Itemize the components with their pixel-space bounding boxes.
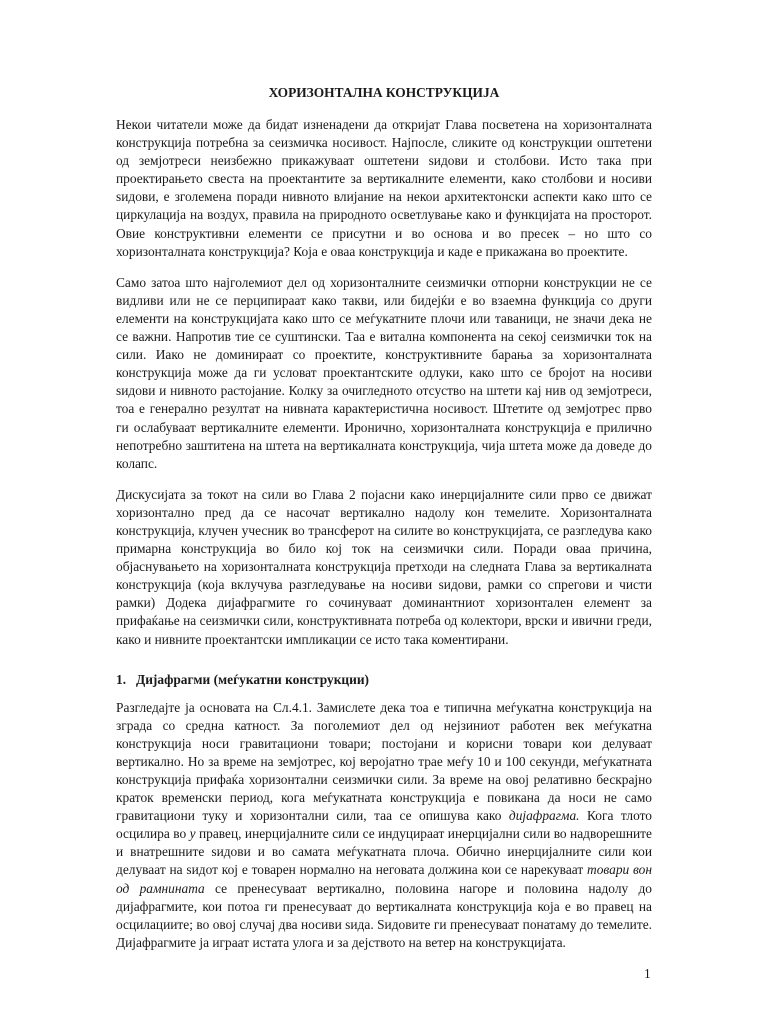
paragraph-diaphragms xyxy=(116,699,652,952)
italic-term-direction-y: y xyxy=(189,826,196,842)
paragraph-diaphragms-text-2: Кога тлото осцилира во xyxy=(116,808,652,842)
paragraph-horizontal-structure: Само затоа што најголемиот дел од хоризонталните сеизмички отпорни конструкции не се видливи или не се перципираат како такви, или бидејќи е во взаемна функција со други елементи на конструкцијата како што се меѓукатните плочи или таваници, не значи дека не се важни. Напротив тие се суштински. Таа е витална компонента на секој сеизмички ток на сили. Иако не доминираат со проектите, конструктивните барања за хоризонталната конструкција може да ги условат проектантските одлуки, како што се бројот на носиви ѕидови и нивното растојание. Колку за очигледното отсуство на штети кај нив од земјотреси, тоа е генерално резултат на нивната карактеристична носивост. Штетите од земјотрес прво ги ослабуваат вертикалните елементи. Иронично, хоризонталната конструкција е прилично непотребно заштитена на штета на вертикалната конструкција, чија штета може да доведе до колапс. xyxy=(116,274,652,471)
section-title: Дијафрагми (меѓукатни конструкции) xyxy=(136,671,370,687)
section-number: 1. xyxy=(116,671,127,687)
section-heading xyxy=(116,671,652,689)
paragraph-force-flow: Дискусијата за токот на сили во Глава 2 појасни како инерцијалните сили прво се движат хоризонтално пред да се насочат вертикално надолу кон темелите. Хоризонталната конструкција, клучен учесник во трансферот на силите во конструкцијата, се разгледува како примарна конструкција во било кој ток на сеизмички сили. Поради оваа причина, објаснувањето на хоризонталната конструкција претходи на следната Глава за вертикалната конструкција (која вклучува разгледување на носиви ѕидови, рамки со спрегови и чисти рамки) Додека дијафрагмите го сочинуваат доминантниот хоризонтален елемент за прифаќање на сеизмички сили, конструктивната потреба од колектори, врски и ивични греди, како и нивните проектантски импликации се исто така коментирани. xyxy=(116,486,652,647)
paragraph-diaphragms-text-3: правец, инерцијалните сили се индуцираат инерцијални сили во надворешните и внатрешните ѕидови и во самата меѓукатната плоча. Обично инерцијалните сили кои делуваат на ѕидот кој е товарен нормално на неговата должина кои се нарекуваат xyxy=(116,826,652,878)
document-page xyxy=(116,84,652,965)
paragraph-diaphragms-text-1: Разгледајте ја основата на Сл.4.1. Замислете дека тоа е типична меѓукатна конструкција на зграда со средна катност. За поголемиот дел од нејзиниот работен век меѓукатна конструкција носи гравитациони товари; постојани и корисни товари кои делуваат вертикално. Но за време на земјотрес, кој веројатно трае меѓу 10 и 100 секунди, меѓукатната конструкција прифаќа хоризонтални сеизмички сили. За време на овој релативно бескрајно краток временски период, кога меѓукатната конструкција е повикана да носи не само гравитациони туку и хоризонтални сили, таа се опишува како xyxy=(116,699,652,824)
paragraph-intro: Некои читатели може да бидат изненадени да откријат Глава посветена на хоризонталната конструкција потребна за сеизмичка носивост. Најпосле, сликите од конструкции оштетени од земјотреси неизбежно прикажуваат оштетени ѕидови и столбови. Исто така при проектирањето свеста на проектантите за вертикалните елементи, како столбови и носиви ѕидови, е зголемена поради нивното влијание на некои архитектонски аспекти како што се циркулација на воздух, правила на природното осветлување како и функцијата на просторот. Овие конструктивни елементи се присутни и во основа и во пресек – но што со хоризонталната конструкција? Која е оваа конструкција и каде е прикажана во проектите. xyxy=(116,117,652,259)
italic-term-out-of-plane-loads: товари вон од рамнината xyxy=(116,862,652,896)
paragraph-diaphragms-text-4: се пренесуваат вертикално, половина нагоре и половина надолу до дијафрагмите, кои потоа ги пренесуваат до вертикалната конструкција која е во правец на осцилациите; во овој случај два носиви ѕида. Ѕидовите ги пренесуваат понатаму до темелите. Дијафрагмите ја играат истата улога и за дејството на ветер на конструкцијата. xyxy=(116,880,652,950)
italic-term-diaphragm: дијафрагма. xyxy=(508,808,580,824)
page-number: 1 xyxy=(644,966,651,981)
document-title: ХОРИЗОНТАЛНА КОНСТРУКЦИЈА xyxy=(268,85,500,100)
